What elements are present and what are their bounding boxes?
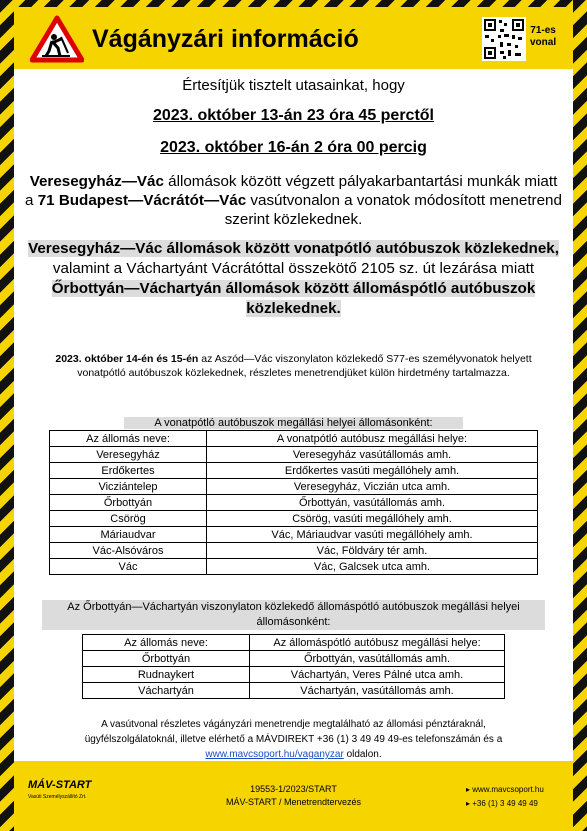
note-dates: 2023. október 14-én és 15-én [55, 353, 199, 365]
table-row [50, 447, 538, 463]
reference-number: 19553-1/2023/START [250, 784, 337, 794]
column-header: Az állomáspótló autóbusz megállási helye: [250, 635, 505, 651]
table-header-row [50, 431, 538, 447]
stop-location-cell: Veresegyház, Viczián utca amh. [207, 479, 538, 495]
station-name-cell: Váchartyán [83, 683, 250, 699]
info-line: A vasútvonal részletes vágányzári menetrendje megtalálható az állomási pénztáraknál, [101, 719, 486, 730]
website-text: www.mavcsoport.hu [472, 785, 544, 794]
para1-text-end: vasútvonalon a vonatok módosított menetrend szerint közlekednek. [224, 192, 562, 228]
station-bus-highlight: Őrbottyán—Váchartyán állomások között állomáspótló autóbuszok közlekednek. [51, 280, 536, 317]
info-text: oldalon. [343, 749, 382, 760]
table-row [83, 667, 505, 683]
section-name: Veresegyház—Vác [29, 173, 164, 190]
stop-location-cell: Veresegyház vasútállomás amh. [207, 447, 538, 463]
date-from: 2023. október 13-án 23 óra 45 perctől [152, 107, 434, 124]
station-name-cell: Rudnaykert [83, 667, 250, 683]
station-bus-stops-table [82, 634, 505, 699]
note-text: az Aszód—Vác viszonylaton közlekedő S77-es személyvonatok helyett vonatpótló autóbuszok közlekednek, részletes menetrendjüket külön hirdetmény tartalmazza. [77, 353, 532, 379]
station-name-cell: Vác-Alsóváros [50, 543, 207, 559]
organization: MÁV-START / Menetrendtervezés [225, 797, 362, 807]
para1-text: állomások között végzett pályakarbantartási munkák miatt a [25, 173, 558, 209]
line-word: vonal [530, 37, 557, 48]
paragraph-replacement-bus [24, 239, 563, 319]
s77-note [54, 352, 533, 380]
stop-location-cell: Csörög, vasúti megállóhely amh. [207, 511, 538, 527]
replacement-bus-highlight: Veresegyház—Vác állomások között vonatpótló autóbuszok közlekednek, [28, 240, 559, 257]
phone-text: +36 (1) 3 49 49 49 [472, 799, 538, 808]
station-name-cell: Csörög [50, 511, 207, 527]
para2-text: valamint a Váchartyánt Vácrátóttal összekötő 2105 sz. út lezárása miatt [52, 260, 535, 277]
table-row [83, 683, 505, 699]
line-number: 71-es [530, 25, 556, 36]
line-name: 71 Budapest—Vácrátót—Vác [37, 192, 247, 209]
station-name-cell: Őrbottyán [83, 651, 250, 667]
paragraph-maintenance [24, 172, 563, 229]
stop-location-cell: Őrbottyán, vasútállomás amh. [250, 651, 505, 667]
info-line [34, 747, 553, 762]
notice-body [14, 69, 573, 761]
table-row [50, 559, 538, 575]
table-header-row [83, 635, 505, 651]
station-name-cell: Vác [50, 559, 207, 575]
date-to: 2023. október 16-án 2 óra 00 percig [160, 139, 427, 156]
stop-location-cell: Vác, Máriaudvar vasúti megállóhely amh. [207, 527, 538, 543]
table-row [50, 511, 538, 527]
phone: ▸ +36 (1) 3 49 49 49 [466, 799, 538, 808]
contact-block [466, 783, 544, 811]
header [14, 7, 573, 69]
hazard-stripe-left [0, 0, 14, 831]
stop-location-cell: Erdőkertes vasúti megállóhely amh. [207, 463, 538, 479]
stop-location-cell: Vác, Földváry tér amh. [207, 543, 538, 559]
table-row [50, 495, 538, 511]
roadwork-warning-icon [30, 15, 84, 63]
website[interactable]: ▸ www.mavcsoport.hu [466, 785, 544, 794]
table-row [50, 543, 538, 559]
station-name-cell: Őrbottyán [50, 495, 207, 511]
column-header: Az állomás neve: [83, 635, 250, 651]
stop-location-cell: Vác, Galcsek utca amh. [207, 559, 538, 575]
station-name-cell: Máriaudvar [50, 527, 207, 543]
hazard-stripe-right [573, 0, 587, 831]
station-name-cell: Veresegyház [50, 447, 207, 463]
table2-caption: Az Őrbottyán—Váchartyán viszonylaton közlekedő állomáspótló autóbuszok megállási helyei állomásonként: [42, 600, 545, 630]
stop-location-cell: Váchartyán, Veres Pálné utca amh. [250, 667, 505, 683]
footer [14, 761, 573, 831]
mav-start-logo: MÁV-START [28, 779, 92, 791]
table-row [83, 651, 505, 667]
table-row [50, 463, 538, 479]
stop-location-cell: Őrbottyán, vasútállomás amh. [207, 495, 538, 511]
line-label [530, 25, 556, 49]
table-row [50, 479, 538, 495]
table1-caption: A vonatpótló autóbuszok megállási helyei állomásonként: [124, 417, 463, 429]
column-header: A vonatpótló autóbusz megállási helye: [207, 431, 538, 447]
hazard-stripe-top [0, 0, 587, 7]
replacement-bus-stops-table [49, 430, 538, 575]
column-header: Az állomás neve: [50, 431, 207, 447]
info-line: ügyfélszolgálatoknál, illetve elérhető a MÁVDIREKT +36 (1) 3 49 49 49-es telefonszámán és a [84, 734, 503, 745]
table-row [50, 527, 538, 543]
station-name-cell: Vicziántelep [50, 479, 207, 495]
logo-subtitle: Vasúti Személyszállító Zrt. [28, 794, 87, 800]
qr-code-icon [482, 17, 526, 61]
intro-text: Értesítjük tisztelt utasainkat, hogy [182, 77, 405, 94]
page-title: Vágányzári információ [92, 25, 359, 53]
stop-location-cell: Váchartyán, vasútállomás amh. [250, 683, 505, 699]
station-name-cell: Erdőkertes [50, 463, 207, 479]
vaganyzar-link[interactable]: www.mavcsoport.hu/vaganyzar [205, 749, 344, 760]
